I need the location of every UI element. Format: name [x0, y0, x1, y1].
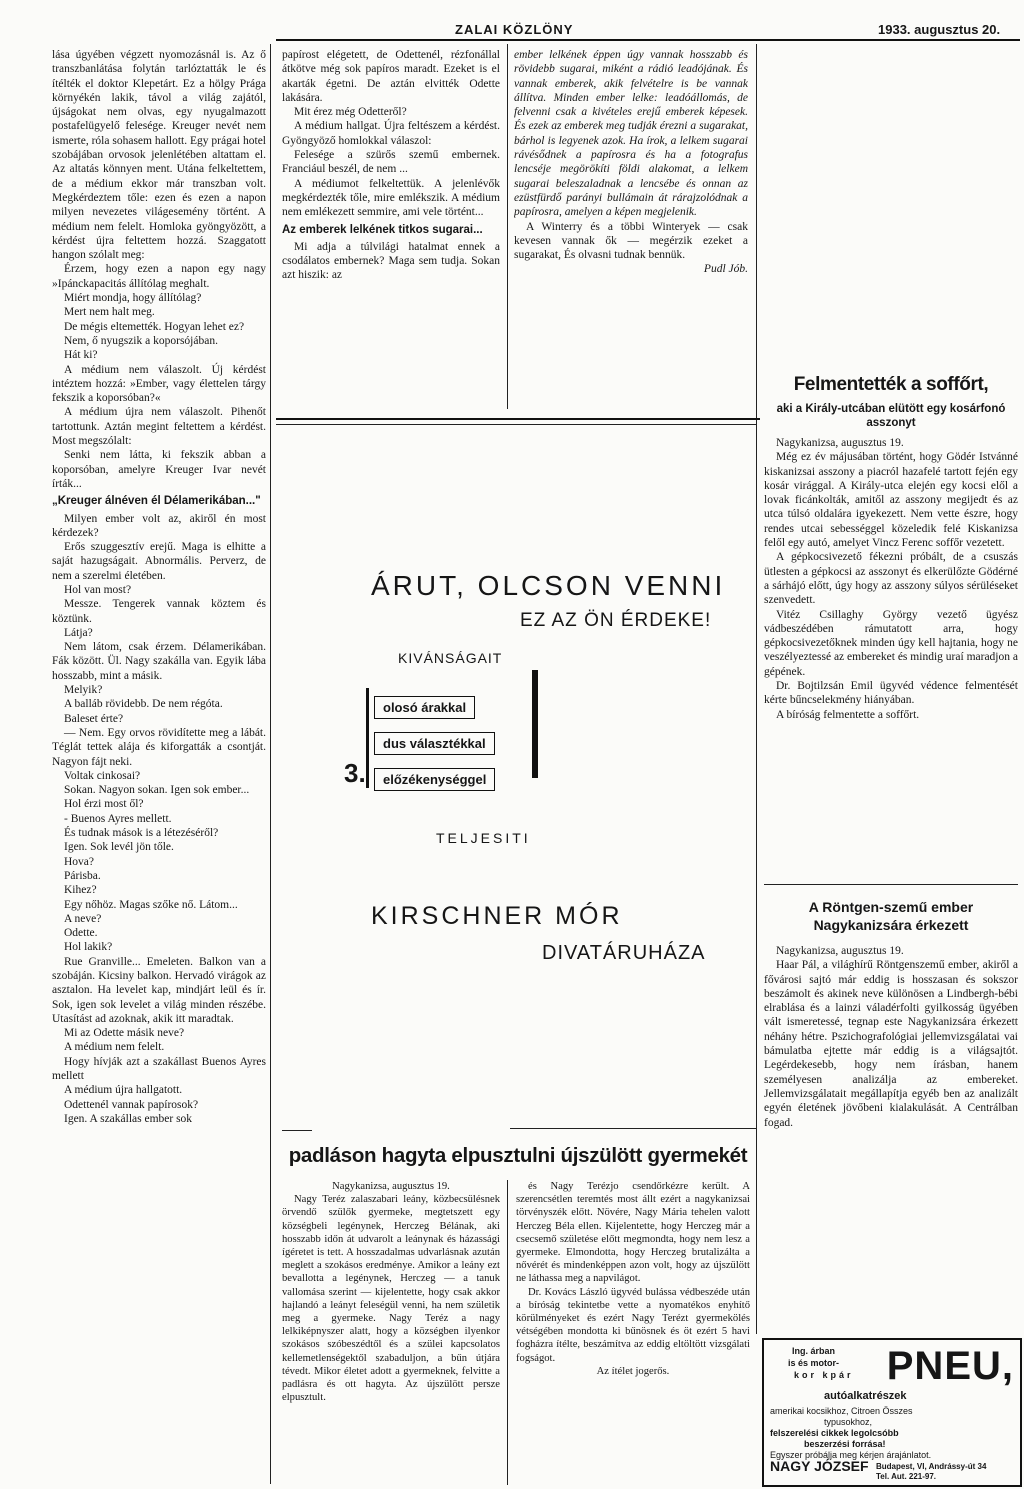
pneu-line: kor kpár — [794, 1370, 854, 1380]
article-paragraph: Odette. — [64, 927, 98, 940]
pneu-headline: PNEU, — [886, 1344, 1014, 1388]
article-paragraph: Voltak cinkosai? — [64, 769, 141, 782]
ad-fulfills: TELJESITI — [436, 830, 531, 846]
article-subheading: Az emberek lelkének titkos sugarai... — [282, 223, 483, 236]
ad-bottom-rule — [510, 1128, 756, 1129]
article-paragraph: Az ítélet jogerős. — [596, 1365, 670, 1377]
article-paragraph: Nem, ő nyugszik a koporsójában. — [64, 334, 218, 347]
column-2-article — [282, 48, 500, 403]
ad-store-name: DIVATÁRUHÁZA — [542, 942, 706, 964]
article-paragraph: és Nagy Terézjo csendőrkézre került. A szerencsétlen teremtés most állt ezért a nagykanizsai törvényszék előtt. Növére, Nagy Mária tehelen valott Herczeg Béla ellen. Kijelentette, hogy Herczeg már a csecsemő születése előtt megmondta, hogy nem lesz a gyermeke. Elmondotta, hogy Herczeg brutalizálta a nővérét és mindenképpen azon volt, hogy az újszülött ne láthassa meg a napvilágot. — [516, 1181, 750, 1285]
kirschner-advertisement — [276, 430, 756, 846]
section-rule — [764, 884, 1018, 885]
article-paragraph: Mit érez még Odetteről? — [294, 106, 407, 119]
article-paragraph: ember lelkének éppen úgy vannak hosszabb és rövidebb sugarai, miként a rádió leadójának. És vannak emberek, akik felvételre is be vannak állítva. Minden ember lelke: leadóállomás, de felvenni csak a kivételes erejű emberek képesek. És ezek az emberek meg tudják érezni a sugarakat, bárhol is legyenek azok. Ha írok, a lelkem sugarai rávésődnek a papírosra és ha a fotografus lencséje megörökíti földi alakomat, a lelkem sugarai beleszaladnak a lencsébe és onnan az ezüstfürdő parányi bullámain át rárajzolódnak a papírosra, amelyen a képen megjelenik. — [514, 49, 748, 219]
pneu-line: typusokhoz, — [824, 1417, 873, 1427]
pneu-line: Ing. árban — [792, 1346, 836, 1356]
article-paragraph: A médium újra hallgatott. — [64, 1084, 183, 1097]
article-paragraph: A balláb rövidebb. De nem régóta. — [64, 698, 223, 711]
article-paragraph: Vitéz Csillaghy György vezető ügyész vádbeszédében rámutatott arra, hogy gépkocsivezetőknek minden úgy kell hajtania, hogy ne veszélyeztessé az embereket és mindig uraí maradjon a gépének. — [764, 608, 1018, 678]
article-paragraph: — Nem. Egy orvos rövidítette meg a lábát. Téglát tettek alája és kiforgatták a csontját. Nagyon fájt neki. — [52, 726, 266, 768]
article-paragraph: A médium újra nem válaszolt. Pihenőt tartottunk. Aztán megint feltettem a kérdést. Most megszólalt: — [52, 406, 266, 448]
article-paragraph: Hova? — [64, 855, 95, 868]
article-paragraph: A bíróság felmentette a soffőrt. — [776, 708, 920, 721]
article-paragraph: Rue Granville... Emeleten. Balkon van a szobáján. Kicsiny balkon. Hervadó virágok az asztalon. Ha levelet kap, mindjárt leül és ír. Sok, igen sok levelet a világ minden részébe. Utasítást ad azoknak, akik itt maradtak. — [52, 955, 266, 1025]
article-paragraph: Nagykanizsa, augusztus 19. — [776, 437, 904, 449]
article-paragraph: Nagykanizsa, augusztus 19. — [776, 945, 904, 957]
ad-vertical-bar — [366, 688, 369, 788]
pneu-line: amerikai kocsikhoz, Citroen Összes — [770, 1406, 913, 1416]
article-ad-separator-thin — [276, 424, 756, 425]
bottom-article-headline: padláson hagyta elpusztulni újszülött gyermekét — [288, 1144, 748, 1167]
pneu-line: felszerelési cikkek legolcsóbb — [770, 1428, 899, 1438]
article-paragraph: Melyik? — [64, 684, 103, 697]
article-paragraph: lása úgyében végzett nyomozásnál is. Az ő transzbanlátása folytán tarlóztatták le és ítélték el doktor Klepetárt. Ez a hölgy Prága környékén lakik, távol a világ zajától, újságokat nem olvas, egy nyugalmazott postafelügyelő felesége. Kreuger nevét nem ismerte, róla sohasem hallott. Egy prágai hotel szobájában orvosok jelenlétében altattam el. Az altatás könnyen ment. Utána felkeltettem, de a médium ekkor már transzban volt. Megkérdeztem tőle: ezen és ezen a napon milyen nevezetes világesemény történt. A médium nem felelt. Homloka gyöngyözött, a kérdést újra feltettem hozzá. Szaggatott hangon szólalt meg: — [52, 49, 266, 262]
article-paragraph: Egy nőhöz. Magas szőke nő. Látom... — [64, 898, 238, 911]
article-paragraph: Hogy hívják azt a szakállast Buenos Ayres mellett — [52, 1055, 266, 1083]
ad-subheadline: EZ AZ ÖN ÉRDEKE! — [520, 610, 712, 631]
issue-date: 1933. augusztus 20. — [878, 22, 1001, 37]
rontgen-article — [764, 944, 1018, 1329]
article-paragraph: Hát ki? — [64, 349, 98, 362]
article-paragraph: papírost elégetett, de Odettenél, rézfonállal átkötve még sok papíros maradt. Ezeket is el akarták égetni. De aztán elvitték Odette lakására. — [282, 49, 500, 104]
article-paragraph: - Buenos Ayres mellett. — [64, 812, 172, 825]
article-paragraph: Még ez év májusában történt, hogy Gödér Istvánné kiskanizsai asszony a piacról hazafelé tartott fején egy kosár virággal. A Király-utca elején egy kocsi elől a lovak ficánkolták, amitől az asszony megijedt és az utca túlsó oldalára igyekezett. Nem vette észre, hogy rendes utcai sebességgel közeledik felé Kiskanizsa felől egy autó, amelyet Vincz Ferenc soffőr vezetett. — [764, 451, 1018, 550]
article-paragraph: Párisba. — [64, 869, 101, 882]
soffor-subheadline: aki a Király-utcában elütött egy kosárfonó asszonyt — [776, 403, 1006, 429]
article-paragraph: Baleset érte? — [64, 712, 124, 725]
article-ad-separator — [276, 418, 760, 420]
ad-headline: ÁRUT, OLCSON VENNI — [371, 570, 726, 601]
ad-feature-price: olosó árakkal — [374, 696, 475, 719]
ad-feature-selection: dus választékkal — [374, 732, 495, 755]
soffor-headline: Felmentették a soffőrt, — [793, 374, 989, 395]
article-paragraph: Mi adja a túlvilági hatalmat ennek a csodálatos embernek? Maga sem tudja. Sokan azt hiszik: az — [282, 240, 500, 282]
column-divider — [507, 1180, 508, 1485]
ad-wishes: KIVÁNSÁGAIT — [398, 650, 503, 666]
article-paragraph: Nem látom, csak érzem. Délamerikában. Fák között. Ül. Nagy szakálla van. Egyik lába hosszabb, mint a másik. — [52, 641, 266, 682]
article-paragraph: Haar Pál, a világhírű Röntgenszemű ember, akiről a fővárosi sajtó már eddig is hosszasan és sokszor beszámolt és akinek neve különösen a Lindbergh-bébi elrablása és a lainzi váladérfolti gyilkosság ügyében vált ismeretessé, tegnap este Nagykanizsára érkezett néhány hétre. Pszichografológiai jellemvizsgálatai vai bámulatba ejtette már eddig is a világsajtót. Legérdekesebb, hogy nem írásban, hanem személyesen analizálja az embereket. Jellemvizsgálatait megállapítja egyéb ben az analizált egyén életének jövőbeni kialakulását. A Centrálban fogad. — [764, 959, 1018, 1129]
article-paragraph: Senki nem látta, ki fekszik abban a koporsóban, amelyre Kreuger Ivar nevét írták... — [52, 449, 266, 490]
article-paragraph: Odettenél vannak papírosok? — [64, 1098, 199, 1111]
ad-number: 3. — [344, 758, 366, 788]
article-paragraph: A Winterry és a többi Winteryek — csak kevesen vannak ők — megérzik ezeket a sugarakat, És olvasni tudnak bennük. — [514, 220, 748, 262]
ad-feature-courtesy: előzékenységgel — [374, 768, 495, 791]
article-paragraph: Érzem, hogy ezen a napon egy nagy »Ipánckapacitás állítólag meghalt. — [52, 263, 266, 290]
bottom-article-column-b — [516, 1180, 750, 1480]
article-paragraph: Igen. Sok levél jön tőle. — [64, 841, 174, 854]
kirschner-advertisement-footer — [276, 880, 756, 990]
pneu-line: is és motor- — [788, 1358, 840, 1368]
pneu-advertisement — [762, 1338, 1022, 1487]
article-paragraph: Igen. A szakállas ember sok — [64, 1112, 193, 1125]
article-paragraph: Hol van most? — [64, 583, 132, 596]
article-subheading: „Kreuger álnéven él Délamerikában..." — [52, 495, 261, 508]
column-divider — [507, 44, 508, 409]
pneu-line: autóalkatrészek — [824, 1390, 907, 1402]
pneu-line: Egyszer próbálja meg kérjen árajánlatot. — [770, 1450, 932, 1460]
article-paragraph: Messze. Tengerek vannak köztem és köztünk. — [52, 598, 266, 625]
newspaper-title: ZALAI KÖZLÖNY — [455, 22, 574, 37]
article-paragraph: Dr. Kovács László ügyvéd bulássa védbeszéde után a bíróság tekintetbe vette a nyomatékos enyhítő körülményeket és ezért Nagy Terézt gyermekölés vétségében mondotta ki bűnösnek és öt ezért 5 havi fogházra ítélte, beszámítva az eddig eltöltött vizsgálati fogságot. — [516, 1286, 750, 1364]
article-paragraph: A médiumot felkeltettük. A jelenlévők megkérdezték tőle, mire emlékszik. A médium nem emlékezett semmire, ami vele történt... — [282, 177, 500, 219]
article-paragraph: Milyen ember volt az, akiről én most kérdezek? — [52, 512, 266, 539]
article-paragraph: Mert nem halt meg. — [64, 306, 155, 319]
pneu-line: beszerzési forrása! — [804, 1439, 886, 1449]
ad-company-name: KIRSCHNER MÓR — [371, 902, 623, 930]
rontgen-headline: A Röntgen-szemű ember Nagykanizsára érkezett — [808, 899, 974, 933]
article-paragraph: Felesége a szürős szemű embernek. Franciául beszél, de nem ... — [282, 149, 500, 176]
article-paragraph: Miért mondja, hogy állítólag? — [64, 292, 202, 305]
article-paragraph: A médium nem válaszolt. Új kérdést intéztem hozzá: »Ember, vagy élettelen tárgy fekszik a koporsóban?« — [52, 363, 266, 405]
article-paragraph: Hol lakik? — [64, 941, 113, 954]
article-paragraph: Nagy Teréz zalaszabari leány, közbecsülésnek örvendő szülők gyermeke, megtetszett egy községbeli legénynek, Herczeg Bélának, aki hosszabb időn át udvarolt a leánynak és házassági ígéretet is tett. A hosszadalmas udvarlásnak azután meglett a szokásos eredménye. Amikor a leány ezt bevallotta a legénynek, Herczeg — a tanuk vallomása szerint — kijelentette, hogy csak akkor hajlandó a leányt feleségül venni, ha nem születik meg a gyermeke. Nagy Teréz a nagy lelkiképnyszer alatt, hogy a községben ilyenkor szokásos szóbeszédtől és a szülei kapcsolatos kellemetlenségektől szabaduljon, a bűn útjára tévedt. Mikor életet adott a gyermeknek, felvitte a padlásra és ott hagyta. Az újszülött persze elpusztult. — [282, 1194, 500, 1404]
article-paragraph: A médium nem felelt. — [64, 1041, 165, 1054]
article-paragraph: Sokan. Nagyon sokan. Igen sok ember... — [64, 784, 250, 797]
pneu-phone: Tel. Aut. 221-97. — [876, 1472, 937, 1481]
ad-right-bar — [532, 670, 538, 778]
soffor-article — [764, 436, 1018, 876]
column-1-article — [52, 48, 266, 1488]
article-paragraph: Nagykanizsa, augusztus 19. — [332, 1181, 450, 1192]
bottom-article-column-a — [282, 1180, 500, 1488]
ad-bottom-rule — [282, 1130, 312, 1131]
article-paragraph: Hol érzi most ől? — [64, 798, 144, 811]
article-paragraph: A gépkocsivezető fékezni próbált, de a csuszás ütlesten a gépkocsi az asszonyt és elkerülőzte Gödérné a sárhájó előtt, úgy hogy az asszony súlyos sérüléseket szenvedett. — [764, 551, 1018, 607]
article-paragraph: De mégis eltemették. Hogyan lehet ez? — [64, 320, 245, 333]
column-3-article — [514, 48, 748, 403]
masthead-rule — [276, 39, 1020, 41]
article-paragraph: Látja? — [64, 626, 93, 639]
article-paragraph: Kihez? — [64, 884, 97, 897]
column-divider — [270, 44, 271, 1484]
article-signature: Pudl Jób. — [703, 263, 748, 276]
article-paragraph: A médium hallgat. Újra feltészem a kérdést. Gyöngyöző homlokkal válaszol: — [282, 120, 500, 147]
pneu-company-logo: NAGY JÓZSEF — [770, 1458, 869, 1474]
article-paragraph: Erős szuggesztív erejű. Maga is elhitte a saját hazugságait. Abnormális. Perverz, de nem a szerelmi életében. — [52, 541, 266, 582]
article-paragraph: Dr. Bojtilzsán Emil ügyvéd védence felmentését kérte bűncselekmény hiányában. — [764, 680, 1018, 707]
article-paragraph: És tudnak mások is a létezéséről? — [64, 827, 219, 840]
masthead — [0, 0, 1024, 40]
column-divider — [756, 44, 757, 1334]
article-paragraph: A neve? — [64, 912, 102, 925]
article-paragraph: Mi az Odette másik neve? — [64, 1027, 185, 1040]
pneu-address: Budapest, VI, Andrássy-út 34 — [876, 1462, 987, 1471]
